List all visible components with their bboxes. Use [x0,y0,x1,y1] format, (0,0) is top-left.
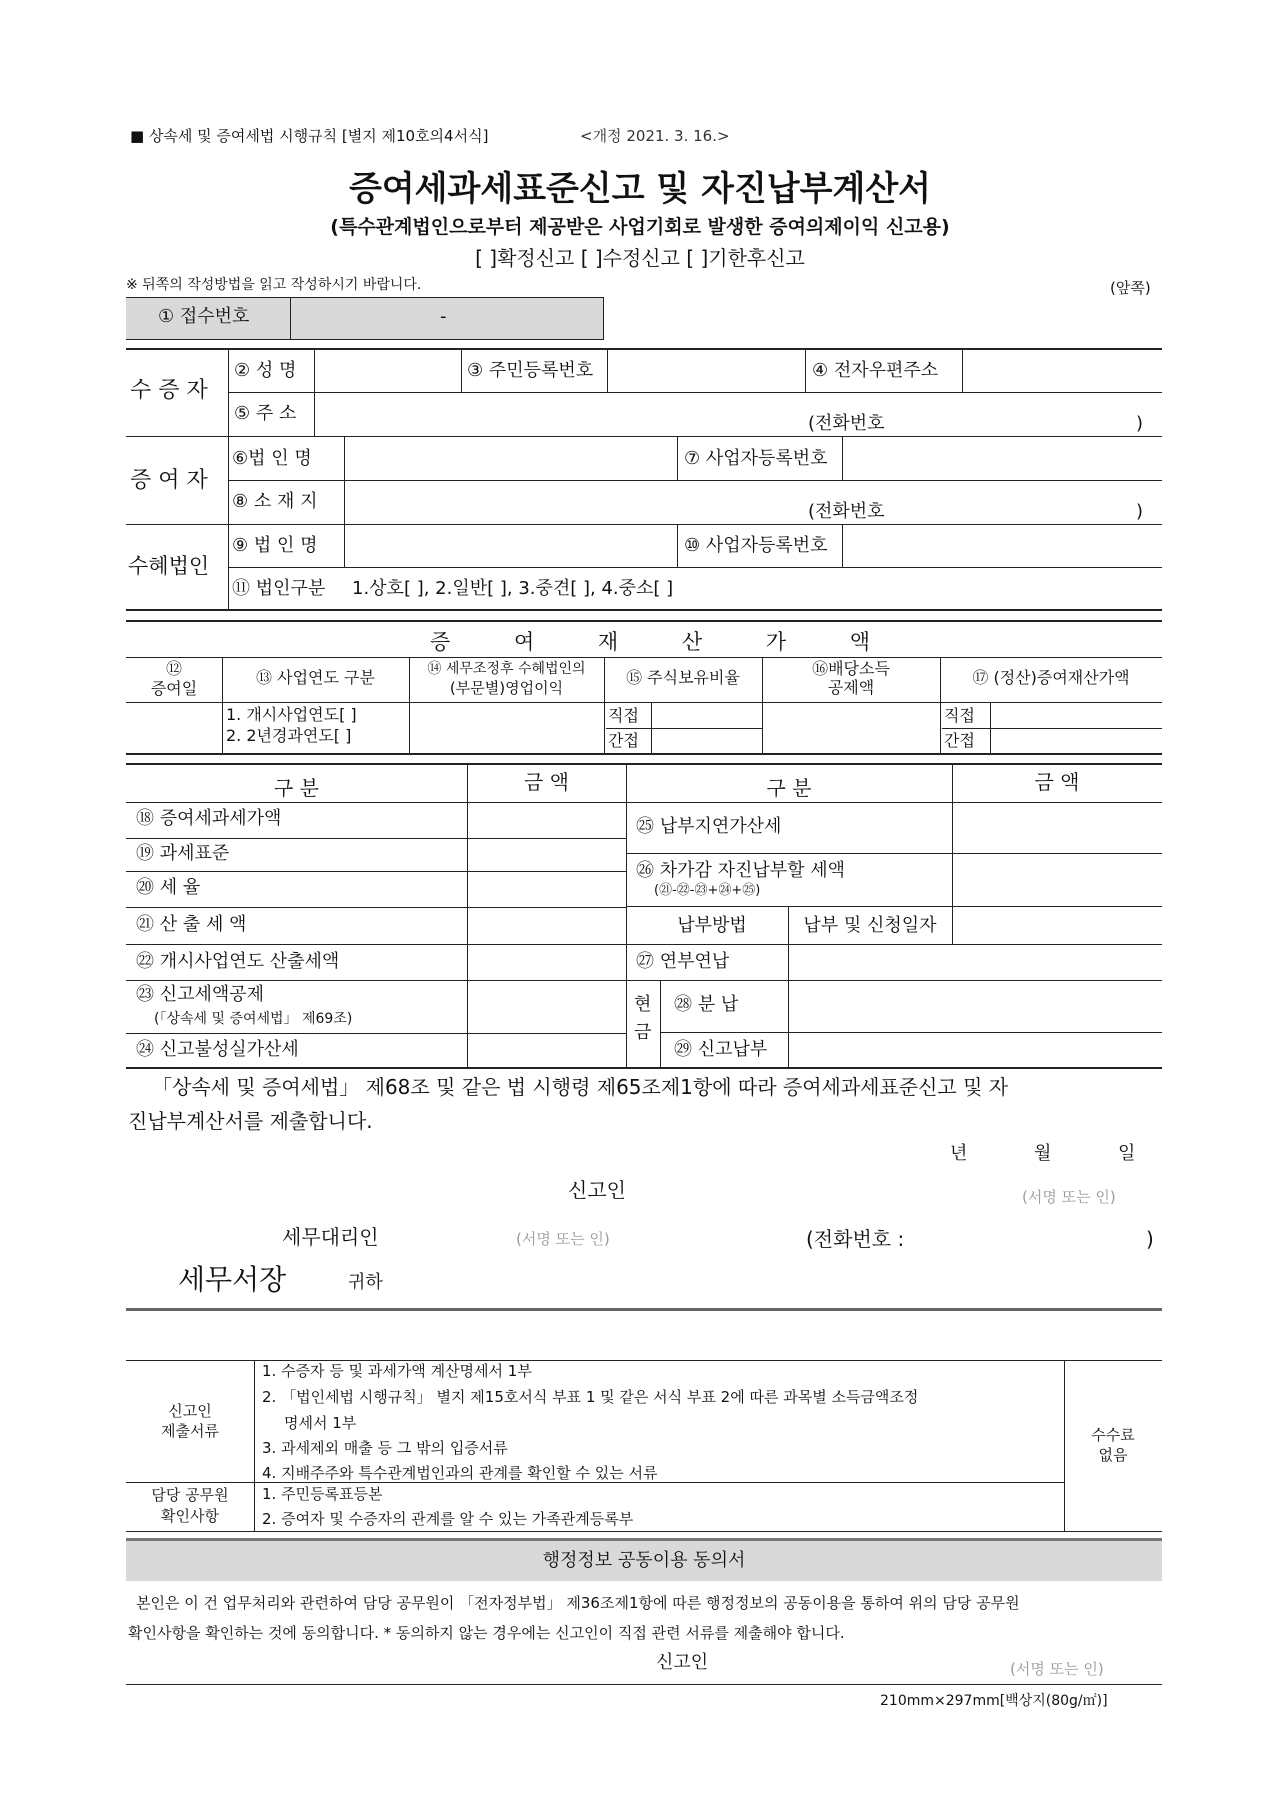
declaration-line-1: 「상속세 및 증여세법」 제68조 및 같은 법 시행령 제65조제1항에 따라 증여세과세표준신고 및 자 [152,1075,1009,1099]
revision-date: <개정 2021. 3. 16.> [580,127,730,145]
col15-share-ratio: ⑮ 주식보유비율 [626,668,740,687]
tax-agent-label: 세무대리인 [282,1225,379,1249]
consent-text-line-2: 확인사항을 확인하는 것에 동의합니다. * 동의하지 않는 경우에는 신고인이 직접 관련 서류를 제출해야 합니다. [128,1624,845,1642]
fiscal-year-option-1[interactable]: 1. 개시사업연도[ ] [226,705,357,724]
page-side-label: (앞쪽) [1110,279,1151,297]
honorific: 귀하 [348,1272,383,1293]
instruction-note: ※ 뒤쪽의 작성방법을 읽고 작성하시기 바랍니다. [126,277,422,293]
payment-method-header: 납부방법 [677,915,747,936]
share-direct-label: 직접 [608,706,639,725]
beneficiary-biz-no-field[interactable] [844,526,1160,566]
row18-taxable-value: ⑱ 증여세과세가액 [136,808,282,829]
consent-text-line-1: 본인은 이 건 업무처리와 관련하여 담당 공무원이 「전자정부법」 제36조제1항에 따른 행정정보의 공동이용을 통하여 위의 담당 공무원 [136,1594,1020,1612]
reporter-label: 신고인 [568,1178,626,1202]
calc-header-division-left: 구 분 [274,776,319,800]
col13-fiscal-year: ⑬ 사업연도 구분 [256,668,375,687]
col17-settled-value: ⑰ (정산)증여재산가액 [972,668,1130,687]
donor-location-field[interactable] [346,482,1160,522]
required-doc-4: 4. 지배주주와 특수관계법인과의 관계를 확인할 수 있는 서류 [262,1464,658,1482]
tax-agent-sign-hint[interactable]: (서명 또는 인) [516,1230,610,1248]
gift-value-title-char: 액 [849,630,870,654]
row27-installment: ㉗ 연부연납 [636,951,730,972]
required-doc-1: 1. 수증자 등 및 과세가액 계산명세서 1부 [262,1362,532,1380]
row22-initial-year-tax: ㉒ 개시사업연도 산출세액 [136,951,340,972]
row25-late-payment-penalty: ㉕ 납부지연가산세 [636,816,782,837]
gift-value-title-char: 재 [597,630,619,654]
donee-email-field[interactable] [964,351,1160,391]
beneficiary-corp-type-label: ⑪ 법인구분 [232,578,326,599]
date-year: 년 [950,1143,968,1164]
donor-phone-label: (전화번호 [808,501,885,522]
gift-value-title-char: 산 [681,630,703,654]
required-doc-2: 2. 「법인세법 시행규칙」 별지 제15호서식 부표 1 및 같은 서식 부표 2에 따른 과목별 소득금액조정 [262,1388,919,1406]
cash-label-1: 현 [634,994,652,1015]
col16-dividend-1: ⑯배당소득 [812,659,890,678]
donee-address-label: ⑤ 주 소 [234,403,297,424]
col14-operating-profit-1: ⑭ 세무조정후 수혜법인의 [427,661,586,677]
row24-penalty-unfaithful: ㉔ 신고불성실가산세 [136,1039,299,1060]
share-indirect-label: 간접 [608,731,639,750]
legal-reference: ■ 상속세 및 증여세법 시행규칙 [별지 제10호의4서식] [130,127,489,145]
donor-biz-no-field[interactable] [844,438,1160,478]
page-title: 증여세과세표준신고 및 자진납부계산서 [348,169,932,209]
row28-divided-payment: ㉘ 분 납 [674,994,739,1015]
officer-doc-1: 1. 주민등록표등본 [262,1485,383,1503]
donee-rrn-label: ③ 주민등록번호 [467,360,594,381]
required-doc-2-cont: 명세서 1부 [284,1414,357,1432]
payment-date-header: 납부 및 신청일자 [803,915,937,936]
beneficiary-section-label: 수혜법인 [128,554,210,578]
page-subtitle: (특수관계법인으로부터 제공받은 사업기회로 발생한 증여의제이익 신고용) [330,216,950,238]
gift-value-title-char: 증 [430,630,451,654]
officer-check-label-1: 담당 공무원 [151,1486,229,1504]
donor-corp-name-label: ⑥법 인 명 [232,448,312,469]
reporter-sign-hint[interactable]: (서명 또는 인) [1022,1188,1116,1206]
officer-check-label-2: 확인사항 [161,1507,219,1525]
donor-phone-close: ) [1136,501,1144,522]
receipt-number-label: ① 접수번호 [158,306,250,327]
value-indirect-label: 간접 [944,731,975,750]
col16-dividend-2: 공제액 [827,678,875,697]
paper-spec: 210mm×297mm[백상지(80g/㎡)] [880,1693,1108,1709]
row21-computed-tax: ㉑ 산 출 세 액 [136,914,247,935]
required-doc-3: 3. 과세제외 매출 등 그 밖의 입증서류 [262,1439,508,1457]
col12-gift-date: 증여일 [150,679,198,698]
donee-phone-close: ) [1136,413,1144,434]
row29-report-payment: ㉙ 신고납부 [674,1039,768,1060]
donor-corp-name-field[interactable] [346,438,675,478]
donee-section-label: 수 증 자 [130,378,208,403]
beneficiary-biz-no-label: ⑩ 사업자등록번호 [684,535,828,556]
declaration-line-2: 진납부계산서를 제출합니다. [128,1109,373,1133]
fee-label: 수수료 [1091,1426,1135,1444]
col14-operating-profit-2: (부문별)영업이익 [449,679,564,697]
officer-doc-2: 2. 증여자 및 수증자의 관계를 알 수 있는 가족관계등록부 [262,1510,634,1528]
row20-tax-rate: ⑳ 세 율 [136,877,201,898]
consent-sign-hint[interactable]: (서명 또는 인) [1010,1660,1104,1678]
beneficiary-corp-type-options[interactable]: 1.상호[ ], 2.일반[ ], 3.중견[ ], 4.중소[ ] [352,578,674,599]
donor-location-label: ⑧ 소 재 지 [232,491,318,512]
donor-biz-no-label: ⑦ 사업자등록번호 [684,448,828,469]
cash-label-2: 금 [634,1022,652,1043]
gift-value-title [430,626,870,656]
row23-legal-basis: (「상속세 및 증여세법」 제69조) [154,1011,353,1027]
donee-email-label: ④ 전자우편주소 [812,360,939,381]
receipt-number-value: - [440,306,447,327]
reporter-docs-label-2: 제출서류 [161,1422,219,1440]
report-type-checkboxes[interactable]: [ ]확정신고 [ ]수정신고 [ ]기한후신고 [475,246,805,270]
calc-header-amount-left: 금 액 [524,770,569,794]
gift-value-title-char: 여 [513,630,535,654]
gift-value-title-char: 가 [765,630,787,654]
tax-agent-phone-label: (전화번호 : [806,1227,905,1251]
donee-address-field[interactable] [316,394,1160,434]
row26-net-tax-payable: ㉖ 차가감 자진납부할 세액 [636,860,846,881]
value-direct-label: 직접 [944,706,975,725]
consent-title: 행정정보 공동이용 동의서 [542,1550,746,1571]
donee-name-label: ② 성 명 [234,360,297,381]
date-month: 월 [1034,1143,1052,1164]
reporter-docs-label-1: 신고인 [168,1402,212,1420]
calc-header-division-right: 구 분 [766,776,812,800]
donee-phone-label: (전화번호 [808,413,885,434]
donor-section-label: 증 여 자 [130,468,208,493]
col12-number: ⑫ [165,659,182,678]
tax-office-head: 세무서장 [178,1263,287,1296]
row19-tax-base: ⑲ 과세표준 [136,843,230,864]
donee-name-field[interactable] [316,351,459,391]
row26-formula: (㉑-㉒-㉓+㉔+㉕) [654,883,761,898]
consent-reporter-label: 신고인 [656,1652,709,1673]
beneficiary-corp-name-field[interactable] [346,526,675,566]
tax-agent-phone-close: ) [1146,1227,1154,1251]
fiscal-year-option-2[interactable]: 2. 2년경과연도[ ] [226,726,352,745]
donee-rrn-field[interactable] [609,351,803,391]
fee-value: 없음 [1098,1446,1128,1464]
date-day: 일 [1118,1143,1136,1164]
row23-report-credit: ㉓ 신고세액공제 [136,984,265,1005]
calc-header-amount-right: 금 액 [1034,770,1080,794]
beneficiary-corp-name-label: ⑨ 법 인 명 [232,535,318,556]
